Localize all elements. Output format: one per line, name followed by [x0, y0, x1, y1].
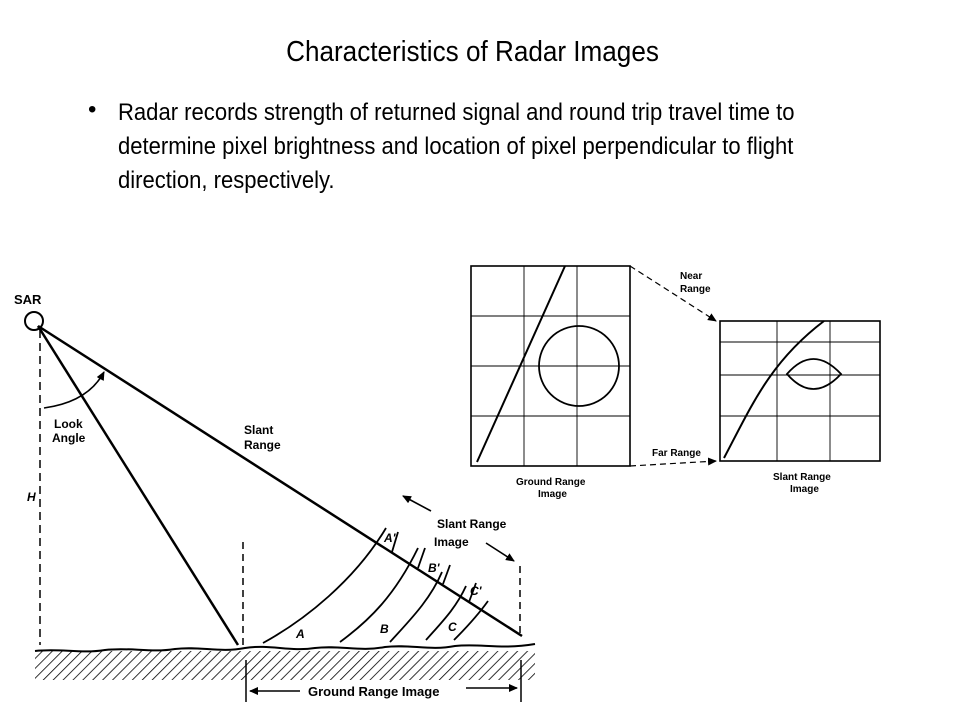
ground-range-image-grid — [471, 266, 630, 466]
altitude-h-label: H — [27, 490, 36, 504]
point-b-prime-label: B' — [428, 561, 440, 575]
point-c-prime-label: C' — [470, 584, 482, 598]
ground-range-image-label: Ground Range Image — [308, 684, 440, 699]
slant-range-image-arrow-2 — [486, 543, 514, 561]
look-angle-label-1: Look — [54, 417, 83, 431]
near-range-ray — [38, 326, 238, 645]
near-range-label-1: Near — [680, 271, 703, 282]
ground-range-image-caption-2: Image — [538, 489, 567, 500]
point-b-label: B — [380, 622, 389, 636]
slant-range-image-arrow — [403, 496, 431, 511]
ground-surface — [35, 644, 535, 680]
slant-range-label-2: Range — [244, 438, 281, 452]
bullet-dot: • — [88, 96, 97, 123]
look-angle-label-2: Angle — [52, 431, 86, 445]
sar-label: SAR — [14, 292, 42, 307]
near-range-label-2: Range — [680, 284, 711, 295]
slant-range-image-caption-2: Image — [790, 484, 819, 495]
bullet-text: Radar records strength of returned signal and round trip travel time to determine pixel brightness and location of pixel perpendicular to flight direction, respectively. — [118, 99, 795, 194]
slant-range-image-caption-1: Slant Range — [773, 472, 831, 483]
slant-range-label-1: Slant — [244, 423, 274, 437]
point-a-prime-label: A' — [384, 531, 396, 545]
slant-range-image-label-1: Slant Range — [437, 517, 507, 531]
ground-range-image-caption-1: Ground Range — [516, 477, 586, 488]
slant-range-ray — [38, 326, 522, 636]
slant-range-image-label-2: Image — [434, 535, 469, 549]
slide-title: Characteristics of Radar Images — [286, 36, 659, 68]
slant-range-image-grid — [720, 321, 880, 461]
point-c-label: C — [448, 620, 457, 634]
far-range-label: Far Range — [652, 448, 701, 459]
point-a-label: A — [296, 627, 305, 641]
look-angle-arc — [44, 372, 104, 408]
far-range-connector — [630, 461, 716, 466]
